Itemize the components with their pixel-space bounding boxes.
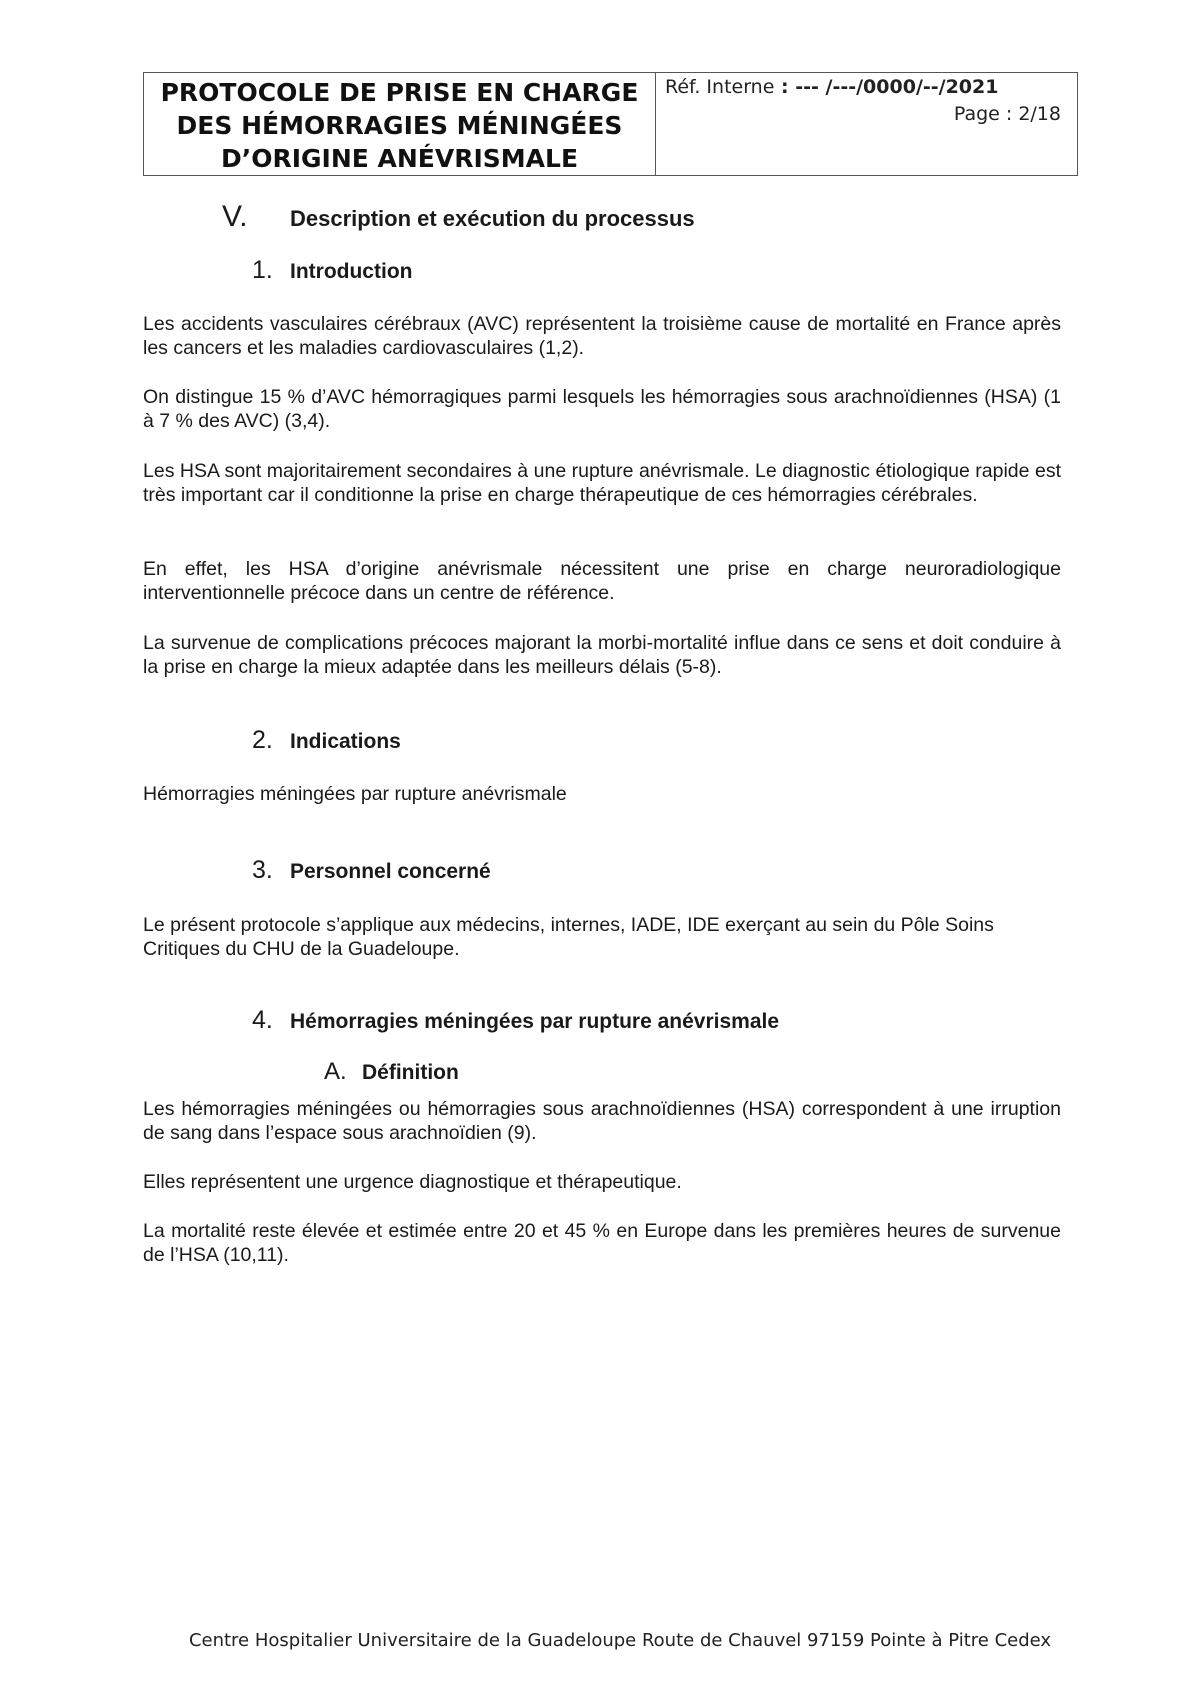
subsection-title: Indications bbox=[290, 730, 401, 753]
subsection-title: Introduction bbox=[290, 260, 413, 283]
paragraph: En effet, les HSA d’origine anévrismale nécessitent une prise en charge neuroradiologique interventionnelle précoce dans un centre de référence. bbox=[143, 558, 1061, 604]
paragraph: On distingue 15 % d’AVC hémorragiques parmi lesquels les hémorragies sous arachnoïdiennes (HSA) (1 à 7 % des AVC) (3,4). bbox=[143, 386, 1061, 432]
protocol-title-line-3: D’ORIGINE ANÉVRISMALE bbox=[220, 143, 579, 173]
page-footer: Centre Hospitalier Universitaire de la Guadeloupe Route de Chauvel 97159 Pointe à Pitre Cedex bbox=[188, 1630, 1052, 1651]
subsection-heading-introduction bbox=[252, 256, 412, 285]
ref-label: Réf. Interne bbox=[665, 76, 775, 98]
paragraph: La mortalité reste élevée et estimée entre 20 et 45 % en Europe dans les premières heures de survenue de l’HSA (10,11). bbox=[143, 1220, 1061, 1266]
section-title: Description et exécution du processus bbox=[290, 206, 695, 231]
section-number: V. bbox=[222, 200, 248, 233]
subsubsection-heading-definition bbox=[324, 1058, 459, 1086]
paragraph: Hémorragies méningées par rupture anévrismale bbox=[143, 783, 567, 805]
protocol-title-line-1: PROTOCOLE DE PRISE EN CHARGE bbox=[160, 77, 639, 107]
header-meta bbox=[656, 73, 1077, 175]
protocol-title bbox=[144, 73, 656, 175]
document-header bbox=[143, 72, 1078, 176]
subsubsection-title: Définition bbox=[362, 1061, 459, 1084]
subsection-title: Personnel concerné bbox=[290, 860, 491, 883]
internal-reference bbox=[665, 76, 998, 98]
paragraph: Le présent protocole s’applique aux médecins, internes, IADE, IDE exerçant au sein du Pôle Soins Critiques du CHU de la Guadeloupe. bbox=[143, 914, 994, 960]
subsection-heading-indications bbox=[252, 726, 401, 755]
subsection-heading-hemorrhages bbox=[252, 1006, 779, 1035]
ref-value: : --- /---/0000/--/2021 bbox=[774, 76, 999, 98]
page-number: Page : 2/18 bbox=[953, 103, 1061, 125]
paragraph: Elles représentent une urgence diagnostique et thérapeutique. bbox=[143, 1171, 682, 1193]
subsection-heading-personnel bbox=[252, 856, 491, 885]
paragraph: La survenue de complications précoces majorant la morbi-mortalité influe dans ce sens et doit conduire à la prise en charge la mieux adaptée dans les meilleurs délais (5-8). bbox=[143, 632, 1061, 678]
subsection-number: 4. bbox=[252, 1006, 273, 1034]
subsubsection-letter: A. bbox=[324, 1058, 347, 1085]
paragraph: Les HSA sont majoritairement secondaires à une rupture anévrismale. Le diagnostic étiologique rapide est très important car il conditionne la prise en charge thérapeutique de ces hémorragies cérébrales. bbox=[143, 460, 1061, 506]
subsection-number: 3. bbox=[252, 856, 273, 884]
protocol-title-line-2: DES HÉMORRAGIES MÉNINGÉES bbox=[176, 110, 623, 140]
subsection-number: 2. bbox=[252, 726, 273, 754]
paragraph: Les accidents vasculaires cérébraux (AVC) représentent la troisième cause de mortalité en France après les cancers et les maladies cardiovasculaires (1,2). bbox=[143, 313, 1061, 359]
subsection-number: 1. bbox=[252, 256, 273, 284]
subsection-title: Hémorragies méningées par rupture anévrismale bbox=[290, 1010, 780, 1033]
paragraph: Les hémorragies méningées ou hémorragies sous arachnoïdiennes (HSA) correspondent à une irruption de sang dans l’espace sous arachnoïdien (9). bbox=[143, 1098, 1061, 1144]
section-heading bbox=[222, 200, 695, 234]
